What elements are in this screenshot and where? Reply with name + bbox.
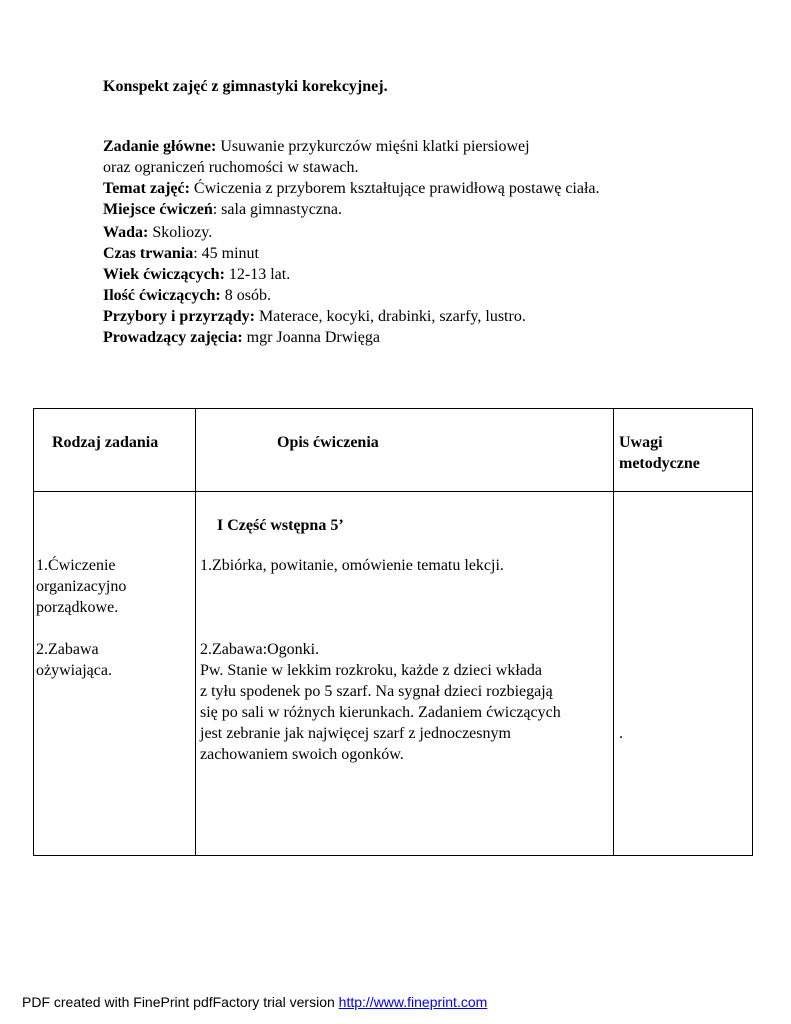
main-task-line xyxy=(103,136,600,157)
defect-label: Wada: xyxy=(103,224,149,241)
topic-line xyxy=(103,178,600,199)
place-line xyxy=(103,199,600,220)
header-remarks-line2: metodyczne xyxy=(619,455,700,472)
count-label: Ilość ćwiczących: xyxy=(103,287,221,304)
task2-description-line: się po sali w różnych kierunkach. Zadaniem ćwiczących xyxy=(200,704,561,721)
leader-line xyxy=(103,327,600,348)
column-divider xyxy=(195,409,196,855)
task1-type xyxy=(36,555,126,618)
task2-type xyxy=(36,639,112,681)
equipment-value: Materace, kocyki, drabinki, szarfy, lustro. xyxy=(254,308,526,325)
task1-type-line: organizacyjno xyxy=(36,578,127,595)
footer-link[interactable]: http://www.fineprint.com xyxy=(338,994,488,1010)
place-value: : sala gimnastyczna. xyxy=(212,201,343,218)
duration-value: : 45 minut xyxy=(193,245,259,262)
pdf-footer xyxy=(22,994,487,1010)
equipment-line xyxy=(103,306,600,327)
task2-description-line: Pw. Stanie w lekkim rozkroku, każde z dzieci wkłada xyxy=(200,662,542,679)
task2-description-line: zachowaniem swoich ogonków. xyxy=(200,746,404,763)
section-title: I Część wstępna 5’ xyxy=(217,517,344,534)
equipment-label: Przybory i przyrządy: xyxy=(103,308,255,325)
duration-line xyxy=(103,243,600,264)
task1-type-line: porządkowe. xyxy=(36,599,119,616)
duration-label: Czas trwania xyxy=(103,245,194,262)
header-description: Opis ćwiczenia xyxy=(277,434,379,451)
footer-text: PDF created with FinePrint pdfFactory trial version xyxy=(22,994,339,1010)
topic-value: Ćwiczenia z przyborem kształtujące prawidłową postawę ciała. xyxy=(189,180,600,197)
defect-value: Skoliozy. xyxy=(148,224,213,241)
age-value: 12-13 lat. xyxy=(224,266,291,283)
lesson-info xyxy=(103,136,600,348)
task1-type-line: 1.Ćwiczenie xyxy=(36,557,116,574)
column-divider xyxy=(613,409,614,855)
task1-description: 1.Zbiórka, powitanie, omówienie tematu lekcji. xyxy=(200,557,504,574)
task2-remarks: . xyxy=(619,725,623,742)
task2-description xyxy=(200,639,561,765)
place-label: Miejsce ćwiczeń xyxy=(103,201,213,218)
main-task-value: Usuwanie przykurczów mięśni klatki piersiowej xyxy=(216,138,530,155)
task2-description-line: jest zebranie jak najwięcej szarf z jednoczesnym xyxy=(200,725,511,742)
main-task-line-2: oraz ograniczeń ruchomości w stawach. xyxy=(103,159,359,176)
count-line xyxy=(103,285,600,306)
header-divider xyxy=(34,491,752,492)
header-remarks-line1: Uwagi xyxy=(619,434,663,451)
document-title: Konspekt zajęć z gimnastyki korekcyjnej. xyxy=(103,78,388,95)
age-line xyxy=(103,264,600,285)
main-task-label: Zadanie główne: xyxy=(103,138,217,155)
count-value: 8 osób. xyxy=(220,287,271,304)
task2-type-line: ożywiająca. xyxy=(36,662,112,679)
header-task-type: Rodzaj zadania xyxy=(52,434,159,451)
topic-label: Temat zajęć: xyxy=(103,180,190,197)
defect-line xyxy=(103,222,600,243)
leader-value: mgr Joanna Drwięga xyxy=(242,329,380,346)
header-remarks xyxy=(619,432,700,474)
task2-description-line: z tyłu spodenek po 5 szarf. Na sygnał dzieci rozbiegają xyxy=(200,683,553,700)
task2-description-line: 2.Zabawa:Ogonki. xyxy=(200,641,320,658)
lesson-table xyxy=(33,408,753,856)
age-label: Wiek ćwiczących: xyxy=(103,266,225,283)
task2-type-line: 2.Zabawa xyxy=(36,641,99,658)
leader-label: Prowadzący zajęcia: xyxy=(103,329,243,346)
